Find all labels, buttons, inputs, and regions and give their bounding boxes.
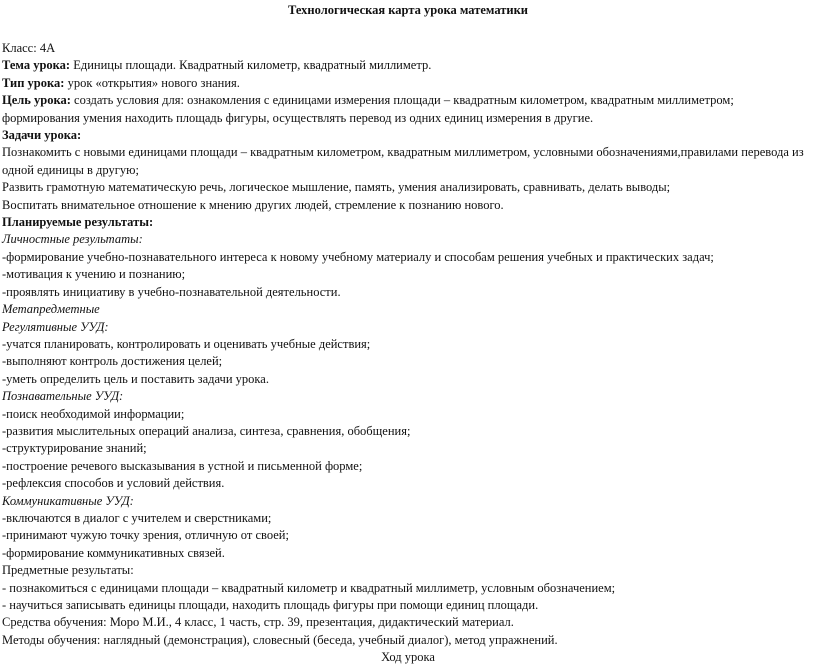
communicative-item: -принимают чужую точку зрения, отличную от своей; bbox=[2, 528, 289, 543]
document-title: Технологическая карта урока математики bbox=[288, 3, 528, 17]
communicative-heading: Коммуникативные УУД: bbox=[2, 493, 134, 508]
document-body bbox=[2, 40, 814, 667]
lesson-type-value: урок «открытия» нового знания. bbox=[64, 75, 240, 90]
task-item: Познакомить с новыми единицами площади – квадратным километром, квадратным миллиметром, условными обозначениями,правилами перевода из одной единицы в другую; bbox=[2, 145, 804, 177]
cognitive-item: -поиск необходимой информации; bbox=[2, 406, 185, 421]
personal-results-heading: Личностные результаты: bbox=[2, 232, 143, 247]
regulative-item: -учатся планировать, контролировать и оценивать учебные действия; bbox=[2, 336, 371, 351]
cognitive-item: -рефлексия способов и условий действия. bbox=[2, 476, 225, 491]
cognitive-item: -развития мыслительных операций анализа, синтеза, сравнения, обобщения; bbox=[2, 423, 411, 438]
lesson-topic bbox=[2, 57, 814, 74]
regulative-heading: Регулятивные УУД: bbox=[2, 319, 109, 334]
tasks-heading: Задачи урока: bbox=[2, 128, 82, 143]
meta-results-heading: Метапредметные bbox=[2, 302, 100, 317]
subject-result-item: - познакомиться с единицами площади – квадратный километр и квадратный миллиметр, условным обозначением; bbox=[2, 580, 616, 595]
lesson-topic-value: Единицы площади. Квадратный километр, квадратный миллиметр. bbox=[70, 58, 432, 73]
personal-result-item: -мотивация к учению и познанию; bbox=[2, 267, 186, 282]
regulative-item: -выполняют контроль достижения целей; bbox=[2, 354, 223, 369]
cognitive-item: -структурирование знаний; bbox=[2, 441, 147, 456]
lesson-type-label: Тип урока: bbox=[2, 75, 65, 90]
class-line: Класс: 4А bbox=[2, 41, 56, 55]
planned-results-heading: Планируемые результаты: bbox=[2, 215, 154, 230]
subject-results-heading: Предметные результаты: bbox=[2, 563, 134, 578]
lesson-goal bbox=[2, 92, 814, 127]
cognitive-heading: Познавательные УУД: bbox=[2, 389, 124, 404]
task-item: Развить грамотную математическую речь, логическое мышление, память, умения анализировать, сравнивать, делать выводы; bbox=[2, 180, 671, 195]
lesson-topic-label: Тема урока: bbox=[2, 58, 71, 73]
communicative-item: -включаются в диалог с учителем и сверстниками; bbox=[2, 510, 272, 525]
regulative-item: -уметь определить цель и поставить задачи урока. bbox=[2, 371, 269, 386]
task-item: Воспитать внимательное отношение к мнению других людей, стремление к познанию нового. bbox=[2, 197, 504, 212]
lesson-progress-heading: Ход урока bbox=[381, 650, 435, 665]
lesson-goal-value: создать условия для: ознакомления с единицами измерения площади – квадратным километром, квадратным миллиметром; формирования умения находить площадь фигуры, осуществлять перевод из одних единиц измерения в другие. bbox=[2, 93, 734, 125]
lesson-type bbox=[2, 75, 814, 92]
lesson-goal-label: Цель урока: bbox=[2, 93, 71, 108]
teaching-methods: Методы обучения: наглядный (демонстрация), словесный (беседа, учебный диалог), метод упражнений. bbox=[2, 632, 558, 647]
teaching-aids: Средства обучения: Моро М.И., 4 класс, 1 часть, стр. 39, презентация, дидактический материал. bbox=[2, 615, 514, 630]
communicative-item: -формирование коммуникативных связей. bbox=[2, 545, 225, 560]
personal-result-item: -формирование учебно-познавательного интереса к новому учебному материалу и способам решения учебных и практических задач; bbox=[2, 249, 714, 264]
subject-result-item: - научиться записывать единицы площади, находить площадь фигуры при помощи единиц площади. bbox=[2, 598, 539, 612]
cognitive-item: -построение речевого высказывания в устной и письменной форме; bbox=[2, 458, 363, 473]
personal-result-item: -проявлять инициативу в учебно-познавательной деятельности. bbox=[2, 284, 341, 299]
